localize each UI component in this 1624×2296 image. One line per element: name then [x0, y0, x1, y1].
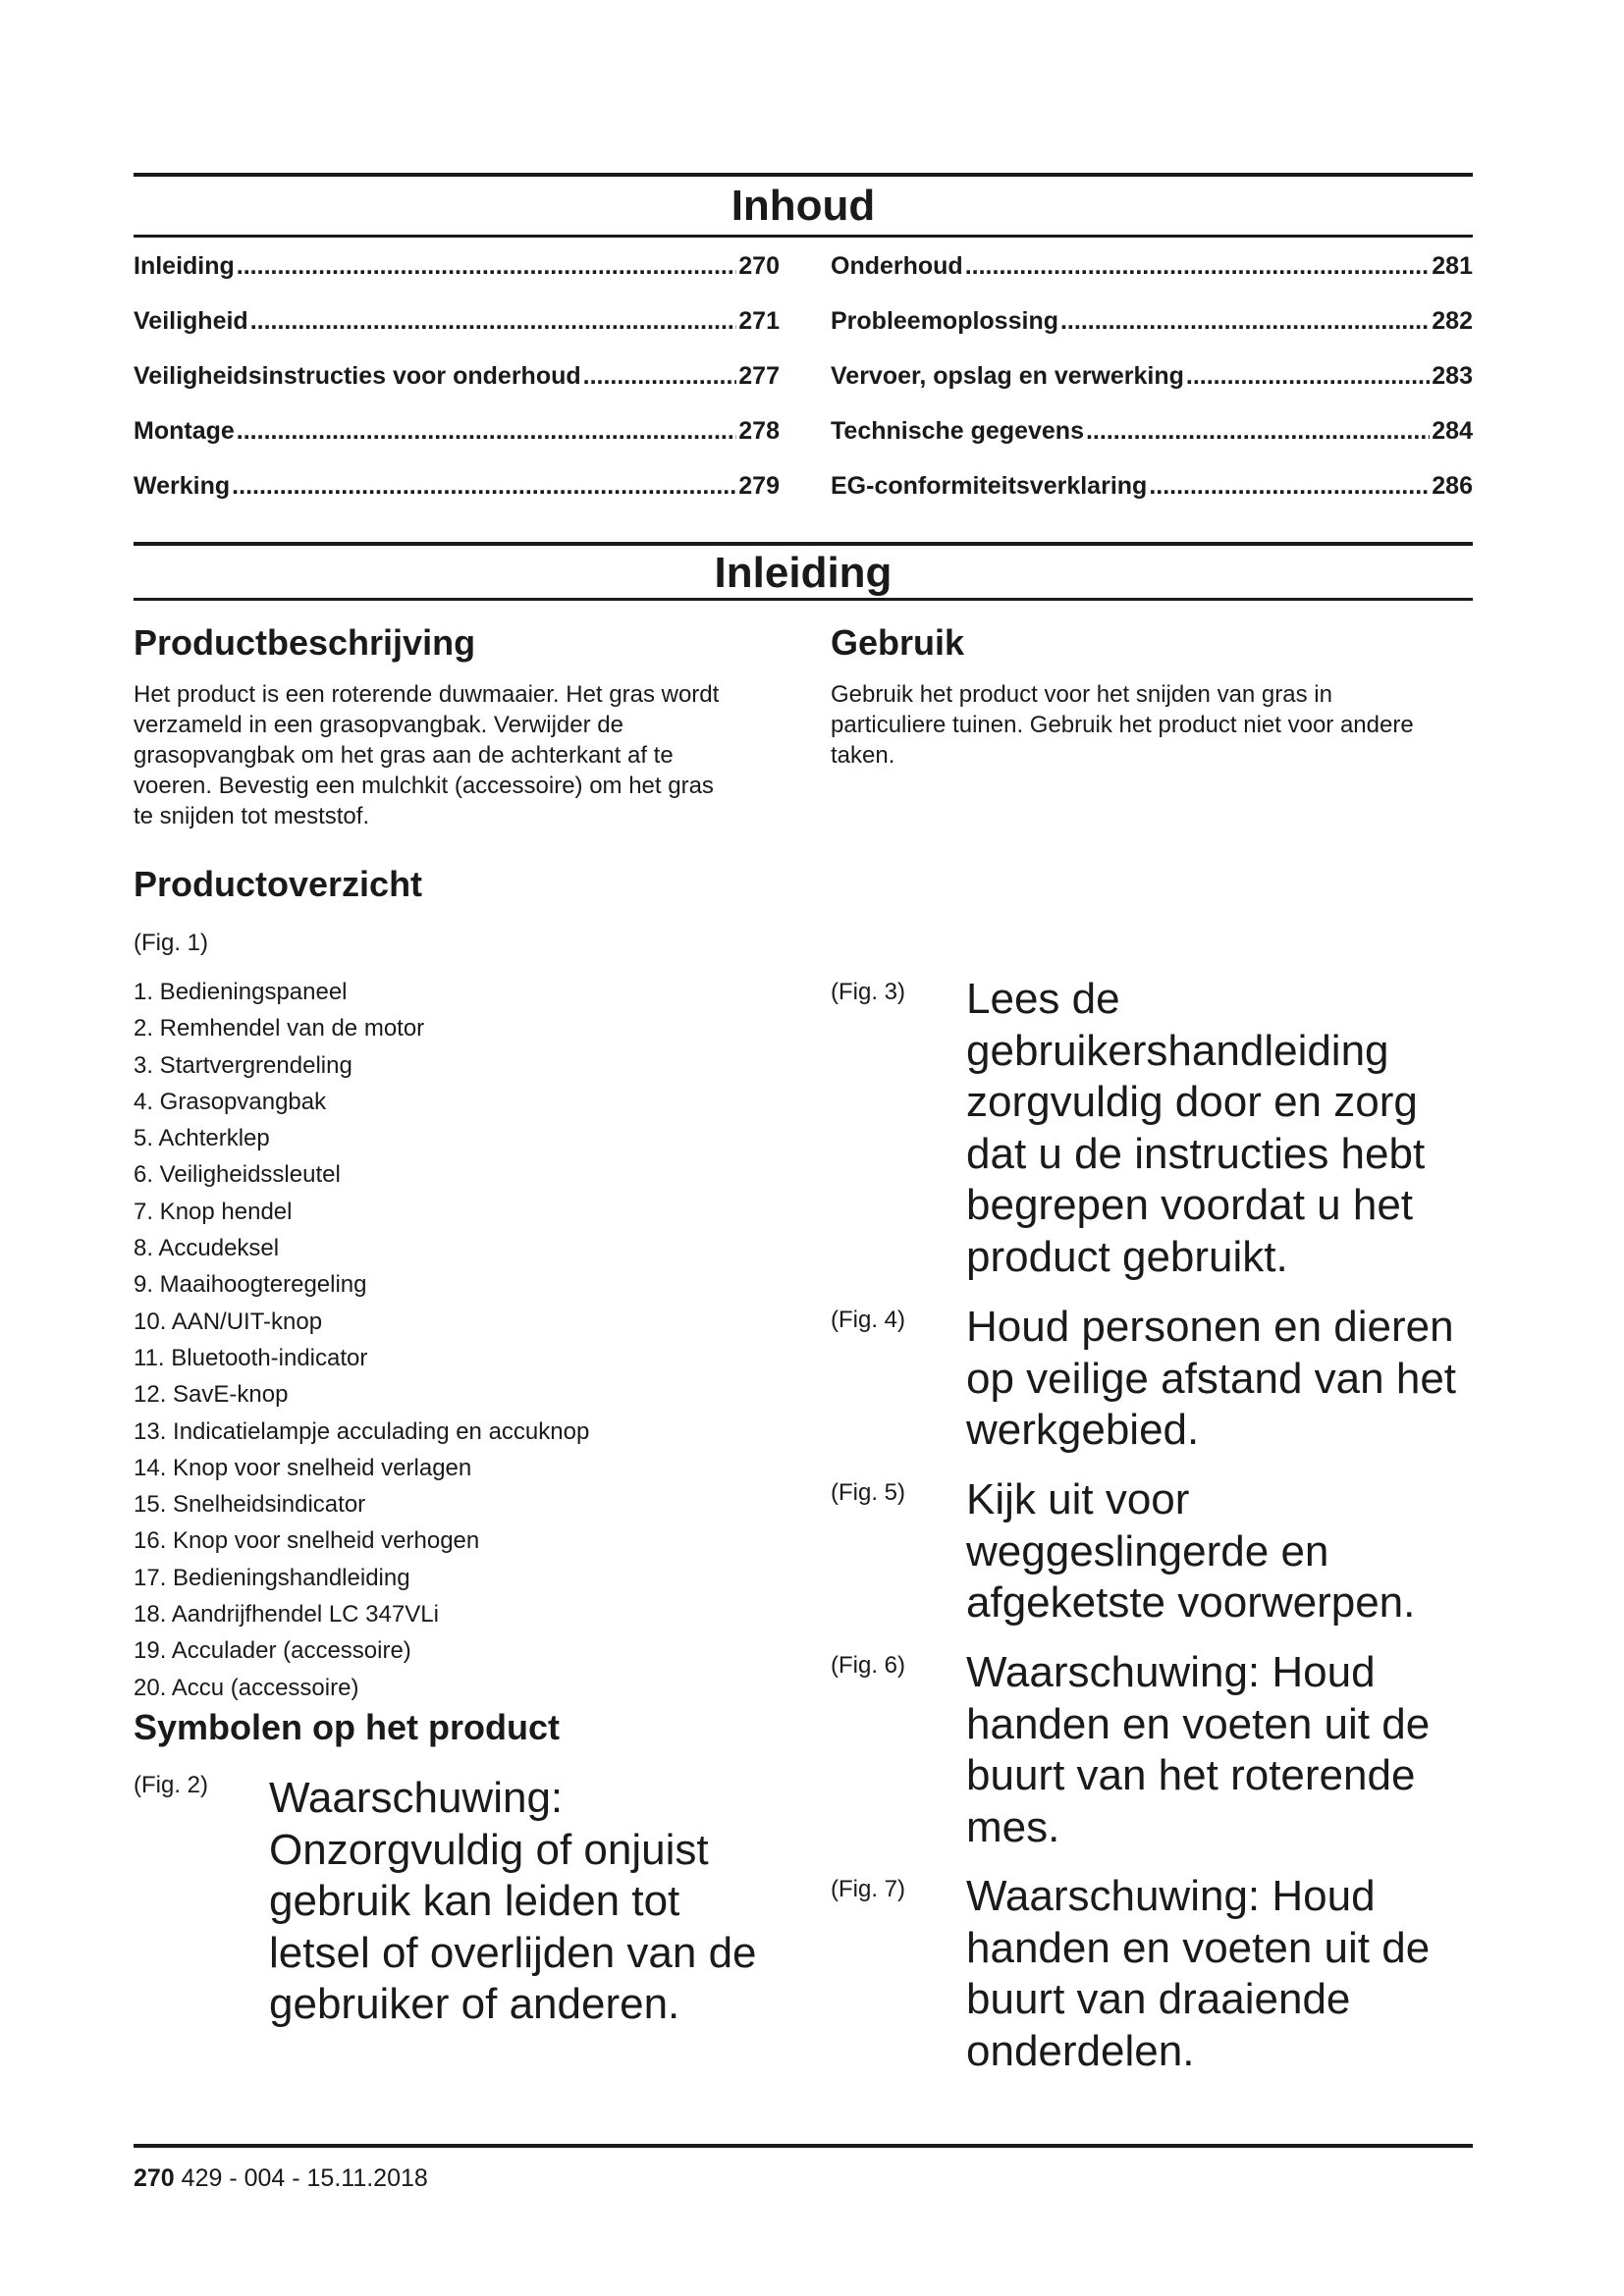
- list-item: 1. Bedieningspaneel: [134, 979, 348, 1005]
- fig-reference: (Fig. 3): [831, 979, 906, 1005]
- symbols-heading: Symbolen op het product: [134, 1707, 561, 1747]
- symbol-description: Kijk uit voor weggeslingerde en afgeketste voorwerpen.: [966, 1475, 1416, 1627]
- list-item: 20. Accu (accessoire): [134, 1674, 359, 1701]
- list-item: 10. AAN/UIT-knop: [134, 1308, 323, 1335]
- product-description-heading: Productbeschrijving: [134, 622, 476, 663]
- section-title: Inleiding: [714, 549, 893, 597]
- section-rule: [134, 542, 1473, 546]
- section-title-rule: [134, 598, 1473, 601]
- symbol-description: Waarschuwing: Onzorgvuldig of onjuist gebruik kan leiden tot letsel of overlijden van de gebruiker of anderen.: [269, 1774, 757, 2028]
- symbol-description: Waarschuwing: Houd handen en voeten uit de buurt van draaiende onderdelen.: [966, 1872, 1431, 2075]
- list-item: 12. SavE-knop: [134, 1381, 289, 1409]
- list-item: 14. Knop voor snelheid verlagen: [134, 1454, 472, 1481]
- list-item: 9. Maaihoogteregeling: [134, 1271, 367, 1299]
- overview-heading: Productoverzicht: [134, 864, 423, 904]
- parts-list: [134, 974, 589, 1706]
- fig-reference: (Fig. 5): [831, 1479, 906, 1506]
- list-item: 11. Bluetooth-indicator: [134, 1344, 368, 1371]
- symbol-description: Lees de gebruikershandleiding zorgvuldig door en zorg dat u de instructies hebt begrepen voordat u het product gebruikt.: [966, 975, 1426, 1281]
- list-item: 5. Achterklep: [134, 1125, 270, 1152]
- toc-entry[interactable]: Inleiding ..... 270: [134, 251, 780, 306]
- list-item: 4. Grasopvangbak: [134, 1088, 327, 1115]
- toc-left-column: [134, 251, 780, 526]
- toc-entry[interactable]: Veiligheid ..... 271: [134, 306, 780, 361]
- toc-entry[interactable]: Veiligheidsinstructies voor onderhoud ..... 277: [134, 361, 780, 416]
- fig-reference: (Fig. 2): [134, 1772, 209, 1798]
- fig-reference: (Fig. 6): [831, 1652, 906, 1679]
- list-item: 13. Indicatielampje acculading en accuknop: [134, 1417, 590, 1445]
- footer-rule: [134, 2144, 1473, 2148]
- page-footer: [134, 2163, 428, 2193]
- toc-entry[interactable]: Onderhoud ..... 281: [831, 251, 1473, 306]
- fig-reference: (Fig. 4): [831, 1307, 906, 1333]
- toc-entry[interactable]: EG-conformiteitsverklaring ..... 286: [831, 471, 1473, 526]
- fig-reference: (Fig. 1): [134, 930, 209, 956]
- symbol-description: Waarschuwing: Houd handen en voeten uit de buurt van het roterende mes.: [966, 1648, 1431, 1851]
- usage-text: Gebruik het product voor het snijden van gras in particuliere tuinen. Gebruik het product niet voor andere taken.: [831, 681, 1414, 769]
- list-item: 16. Knop voor snelheid verhogen: [134, 1527, 480, 1555]
- list-item: 3. Startvergrendeling: [134, 1051, 352, 1079]
- toc-right-column: [831, 251, 1473, 526]
- list-item: 7. Knop hendel: [134, 1198, 293, 1225]
- toc-title-rule: [134, 235, 1473, 238]
- list-item: 18. Aandrijfhendel LC 347VLi: [134, 1601, 439, 1629]
- usage-heading: Gebruik: [831, 622, 965, 663]
- list-item: 8. Accudeksel: [134, 1235, 280, 1262]
- fig-reference: (Fig. 7): [831, 1876, 906, 1902]
- toc-entry[interactable]: Technische gegevens ..... 284: [831, 416, 1473, 471]
- list-item: 17. Bedieningshandleiding: [134, 1564, 410, 1591]
- list-item: 2. Remhendel van de motor: [134, 1015, 425, 1042]
- toc-entry[interactable]: Probleemoplossing ..... 282: [831, 306, 1473, 361]
- list-item: 15. Snelheidsindicator: [134, 1491, 366, 1519]
- toc-entry[interactable]: Vervoer, opslag en verwerking ..... 283: [831, 361, 1473, 416]
- page-number: 270: [134, 2164, 175, 2192]
- document-id: 429 - 004 - 15.11.2018: [181, 2164, 428, 2192]
- product-description-text: Het product is een roterende duwmaaier. Het gras wordt verzameld in een grasopvangbak. Verwijder de grasopvangbak om het gras aan de achterkant af te voeren. Bevestig een mulchkit (accessoire) om het gras te snijden tot meststof.: [134, 681, 720, 829]
- toc-entry[interactable]: Werking ..... 279: [134, 471, 780, 526]
- top-rule: [134, 173, 1473, 177]
- toc-entry[interactable]: Montage ..... 278: [134, 416, 780, 471]
- list-item: 6. Veiligheidssleutel: [134, 1161, 341, 1189]
- list-item: 19. Acculader (accessoire): [134, 1637, 411, 1665]
- symbol-description: Houd personen en dieren op veilige afstand van het werkgebied.: [966, 1303, 1457, 1454]
- toc-title: Inhoud: [731, 182, 876, 230]
